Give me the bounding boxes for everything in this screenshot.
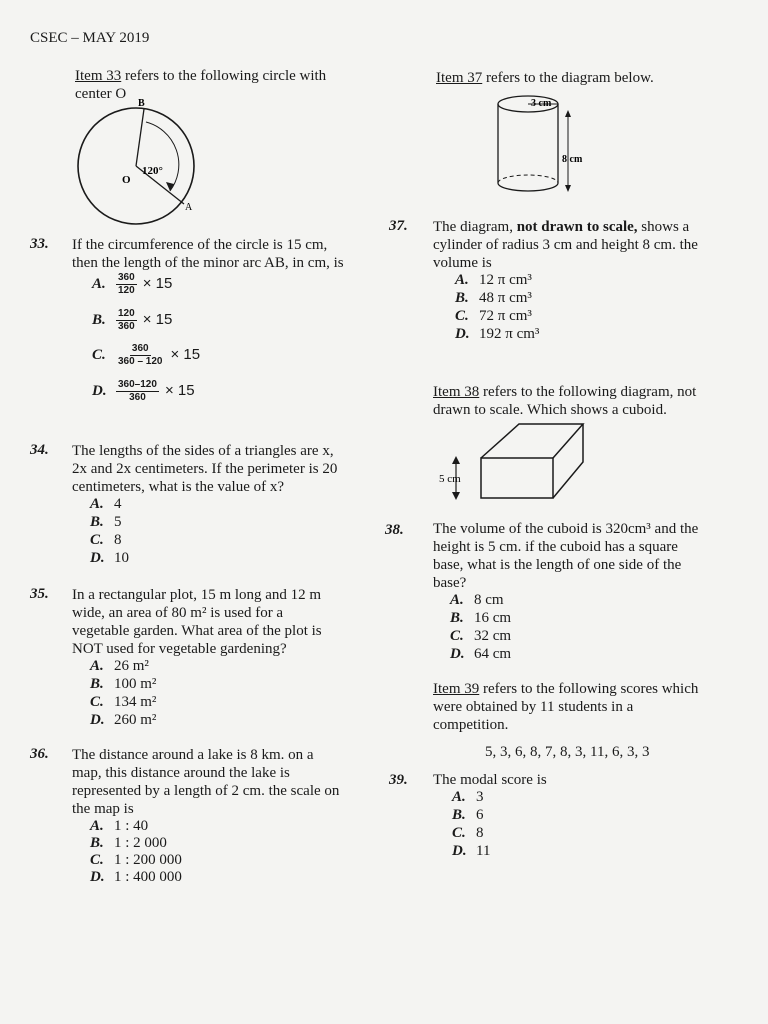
q33-option-a-fraction xyxy=(116,272,137,297)
q35-option-a[interactable] xyxy=(90,658,149,675)
option-text: 12 π cm³ xyxy=(479,272,532,288)
label-a: A xyxy=(185,202,193,213)
fraction-numerator: 120 xyxy=(118,308,135,319)
q34-line-1: The lengths of the sides of a triangles are x, xyxy=(72,443,334,459)
option-text: 16 cm xyxy=(474,610,512,626)
q35-number: 35. xyxy=(30,586,49,602)
option-text: 1 : 2 000 xyxy=(114,835,167,851)
angle-arc xyxy=(146,122,179,191)
q33-option-b-letter: B. xyxy=(92,311,106,328)
q33-option-c[interactable] xyxy=(92,343,200,368)
radius-ob xyxy=(136,109,144,166)
q35-option-b[interactable] xyxy=(90,676,156,693)
option-letter: D. xyxy=(90,550,105,566)
option-letter: C. xyxy=(450,628,464,644)
option-letter: C. xyxy=(452,825,466,841)
option-text: 6 xyxy=(476,807,484,823)
q38-option-c[interactable] xyxy=(450,628,511,645)
fraction-denominator: 120 xyxy=(118,285,135,296)
cuboid-side-face xyxy=(553,424,583,498)
height-label: 8 cm xyxy=(562,154,583,165)
q34-line-2: 2x and 2x centimeters. If the perimeter is 20 xyxy=(72,461,338,477)
cuboid-top-face xyxy=(481,424,583,458)
item37-intro xyxy=(436,70,654,87)
cuboid-front-face xyxy=(481,458,553,498)
cylinder-bottom-back xyxy=(498,175,558,183)
q36-stem xyxy=(72,746,339,818)
cuboid-diagram xyxy=(436,420,586,502)
q36-option-b[interactable] xyxy=(90,835,167,852)
q33-option-a-letter: A. xyxy=(92,275,106,292)
option-letter: B. xyxy=(452,807,466,823)
item33-text-b: center O xyxy=(75,86,127,102)
fraction-numerator: 360 xyxy=(131,343,149,354)
option-letter: B. xyxy=(90,514,104,530)
q36-option-c[interactable] xyxy=(90,852,182,869)
item39-ref: Item 39 xyxy=(433,681,480,697)
option-letter: D. xyxy=(452,843,467,859)
option-letter: B. xyxy=(455,290,469,306)
option-text: 48 π cm³ xyxy=(479,290,532,306)
angle-label: 120° xyxy=(142,165,163,177)
option-text: 100 m² xyxy=(114,676,157,692)
q37-option-b[interactable] xyxy=(455,290,532,307)
scores-list: 5, 3, 6, 8, 7, 8, 3, 11, 6, 3, 3 xyxy=(485,744,650,760)
option-letter: D. xyxy=(450,646,465,662)
q38-line-1: The volume of the cuboid is 320cm³ and the xyxy=(433,521,699,537)
item39-intro xyxy=(433,680,698,734)
q33-option-d-tail: × 15 xyxy=(164,381,195,399)
option-letter: B. xyxy=(90,835,104,851)
q34-line-3: centimeters, what is the value of x? xyxy=(72,479,285,495)
q38-stem xyxy=(433,520,698,592)
q36-line-3: represented by a length of 2 cm. the scale on xyxy=(72,783,340,799)
q38-line-2: height is 5 cm. if the cuboid has a square xyxy=(433,539,678,555)
fraction-numerator: 360–120 xyxy=(118,379,157,390)
q34-stem xyxy=(72,442,337,496)
circle-diagram xyxy=(74,98,204,228)
option-letter: A. xyxy=(450,592,464,608)
q34-option-d[interactable] xyxy=(90,550,129,567)
cylinder-diagram xyxy=(494,92,604,204)
q33-option-a[interactable] xyxy=(92,272,172,297)
q33-option-a-tail: × 15 xyxy=(142,274,173,292)
q39-stem xyxy=(433,771,547,789)
q39-option-b[interactable] xyxy=(452,807,484,824)
q35-option-c[interactable] xyxy=(90,694,156,711)
option-text: 8 cm xyxy=(474,592,504,608)
q33-option-c-tail: × 15 xyxy=(170,345,201,363)
option-text: 10 xyxy=(114,550,129,566)
q37-text: shows a xyxy=(637,219,690,235)
option-letter: C. xyxy=(90,532,104,548)
q36-number: 36. xyxy=(30,746,49,762)
option-text: 72 π cm³ xyxy=(479,308,532,324)
q39-option-d[interactable] xyxy=(452,843,490,860)
item38-text-b: drawn to scale. Which shows a cuboid. xyxy=(433,402,667,418)
q34-option-b[interactable] xyxy=(90,514,122,531)
option-text: 11 xyxy=(476,843,491,859)
q38-number: 38. xyxy=(385,522,404,538)
option-letter: B. xyxy=(450,610,464,626)
item39-line-2: were obtained by 11 students in a xyxy=(433,699,634,715)
q36-option-d[interactable] xyxy=(90,869,182,886)
q39-option-c[interactable] xyxy=(452,825,484,842)
fraction-denominator: 360 xyxy=(118,321,135,332)
q37-option-c[interactable] xyxy=(455,308,532,325)
height-label: 5 cm xyxy=(439,473,461,485)
label-o: O xyxy=(122,174,131,186)
q33-stem xyxy=(72,236,344,272)
q38-line-4: base? xyxy=(433,575,467,591)
arrow-up-icon xyxy=(565,110,571,117)
q33-option-d-letter: D. xyxy=(92,382,107,399)
option-letter: A. xyxy=(90,818,104,834)
q38-option-b[interactable] xyxy=(450,610,511,627)
q38-option-a[interactable] xyxy=(450,592,504,609)
q34-number: 34. xyxy=(30,442,49,458)
q37-emphasis: not drawn to scale, xyxy=(516,219,638,235)
q37-stem xyxy=(433,218,698,272)
option-letter: C. xyxy=(90,694,104,710)
option-letter: D. xyxy=(90,712,105,728)
q33-line-1: If the circumference of the circle is 15 cm, xyxy=(72,237,328,253)
option-text: 4 xyxy=(114,496,122,512)
option-letter: A. xyxy=(90,658,104,674)
q33-line-2: then the length of the minor arc AB, in cm, is xyxy=(72,255,344,271)
option-letter: A. xyxy=(452,789,466,805)
option-text: 8 xyxy=(114,532,122,548)
q36-option-a[interactable] xyxy=(90,818,148,835)
option-text: 1 : 200 000 xyxy=(114,852,182,868)
q35-line-2: wide, an area of 80 m² is used for a xyxy=(72,605,284,621)
q35-line-3: vegetable garden. What area of the plot is xyxy=(72,623,322,639)
option-letter: D. xyxy=(90,869,105,885)
arrow-up-icon xyxy=(452,456,460,464)
item37-text: refers to the diagram below. xyxy=(482,70,654,86)
option-text: 3 xyxy=(476,789,484,805)
q39-line-1: The modal score is xyxy=(433,772,547,788)
q38-option-d[interactable] xyxy=(450,646,511,663)
q33-number: 33. xyxy=(30,236,49,252)
q33-option-d[interactable] xyxy=(92,379,195,404)
item33-text-a: refers to the following circle with xyxy=(121,68,327,84)
option-text: 32 cm xyxy=(474,628,512,644)
arrow-down-icon xyxy=(452,492,460,500)
option-letter: B. xyxy=(90,676,104,692)
q34-option-a[interactable] xyxy=(90,496,122,513)
option-text: 1 : 400 000 xyxy=(114,869,182,885)
q33-option-c-letter: C. xyxy=(92,346,106,363)
q39-option-a[interactable] xyxy=(452,789,484,806)
q37-text: The diagram, xyxy=(433,219,517,235)
option-letter: C. xyxy=(90,852,104,868)
q36-line-4: the map is xyxy=(72,801,134,817)
fraction-numerator: 360 xyxy=(118,272,135,283)
q33-option-b-fraction xyxy=(116,308,137,333)
q39-number: 39. xyxy=(389,772,408,788)
option-text: 8 xyxy=(476,825,484,841)
option-text: 134 m² xyxy=(114,694,157,710)
fraction-denominator: 360 xyxy=(129,392,146,403)
cylinder-bottom-front xyxy=(498,183,558,191)
item38-intro xyxy=(433,383,696,419)
option-letter: A. xyxy=(90,496,104,512)
q36-line-1: The distance around a lake is 8 km. on a xyxy=(72,747,314,763)
option-letter: D. xyxy=(455,326,470,342)
q37-option-d[interactable] xyxy=(455,326,539,343)
q37-line-3: volume is xyxy=(433,255,492,271)
option-text: 192 π cm³ xyxy=(479,326,540,342)
option-text: 1 : 40 xyxy=(114,818,149,834)
q33-option-b-tail: × 15 xyxy=(142,310,173,328)
option-letter: C. xyxy=(455,308,469,324)
q37-number: 37. xyxy=(389,218,408,234)
fraction-denominator: 360 – 120 xyxy=(118,356,163,367)
q37-line-2: cylinder of radius 3 cm and height 8 cm. the xyxy=(433,237,698,253)
q35-stem xyxy=(72,586,322,658)
arrow-down-icon xyxy=(565,185,571,192)
item39-line-3: competition. xyxy=(433,717,509,733)
item37-ref: Item 37 xyxy=(436,70,483,86)
q33-option-b[interactable] xyxy=(92,308,172,333)
q38-line-3: base, what is the length of one side of the xyxy=(433,557,682,573)
option-text: 260 m² xyxy=(114,712,157,728)
q35-line-1: In a rectangular plot, 15 m long and 12 m xyxy=(72,587,322,603)
item33-ref: Item 33 xyxy=(75,68,122,84)
item38-ref: Item 38 xyxy=(433,384,480,400)
option-text: 5 xyxy=(114,514,122,530)
option-text: 26 m² xyxy=(114,658,149,674)
q36-line-2: map, this distance around the lake is xyxy=(72,765,290,781)
option-letter: A. xyxy=(455,272,469,288)
q35-line-4: NOT used for vegetable gardening? xyxy=(72,641,287,657)
page-header: CSEC – MAY 2019 xyxy=(30,30,150,46)
item39-text-a: refers to the following scores which xyxy=(479,681,699,697)
q33-option-d-fraction xyxy=(116,379,159,404)
q35-option-d[interactable] xyxy=(90,712,156,729)
q37-option-a[interactable] xyxy=(455,272,532,289)
q34-option-c[interactable] xyxy=(90,532,122,549)
radius-label: 3 cm xyxy=(531,98,552,109)
item38-text-a: refers to the following diagram, not xyxy=(479,384,697,400)
label-b: B xyxy=(138,98,145,109)
q33-option-c-fraction xyxy=(116,343,165,368)
option-text: 64 cm xyxy=(474,646,512,662)
q37-line-1 xyxy=(433,218,698,236)
